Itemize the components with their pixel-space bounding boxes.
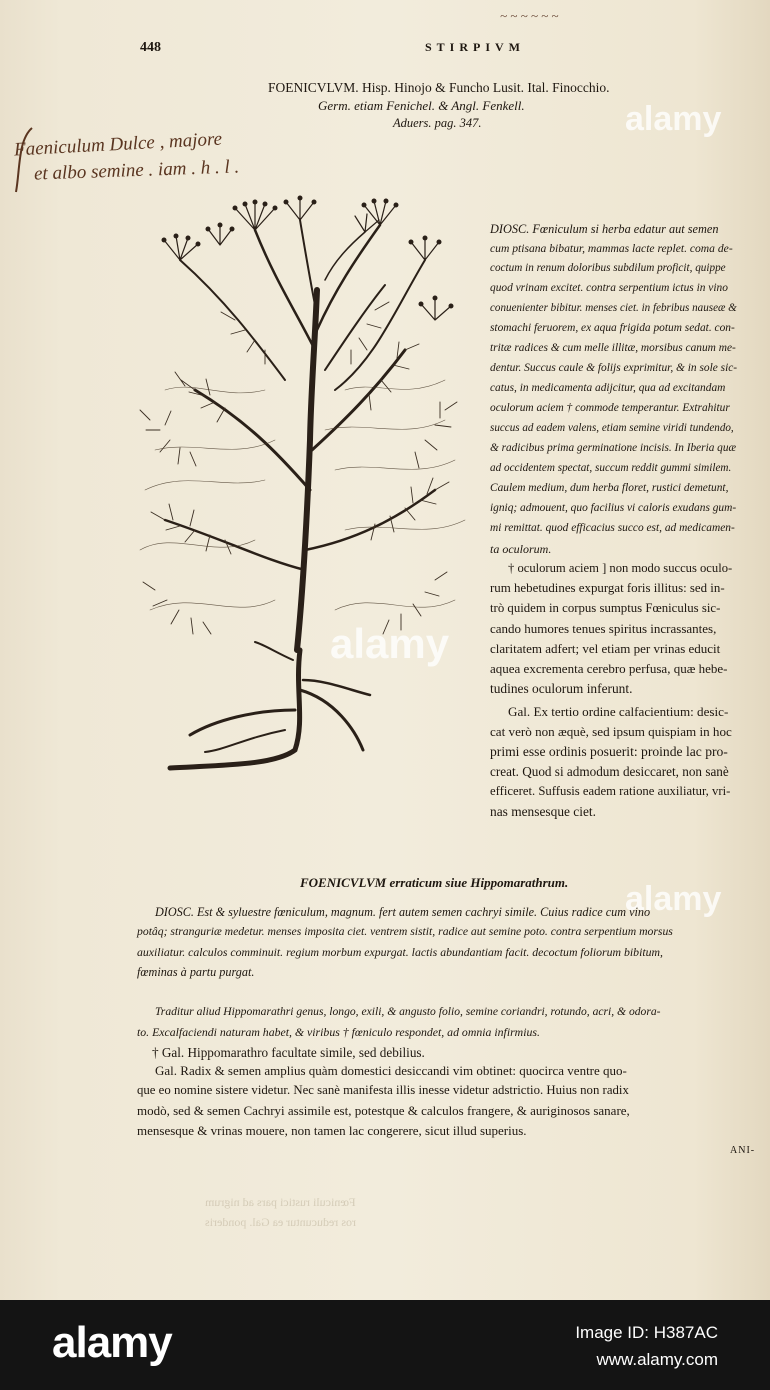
body-line: tritæ radices & cum melle illitæ, morsibus canum me- xyxy=(490,342,736,354)
bleed-through-text: ros reducuntur ea Gal. ponderis xyxy=(205,1215,356,1229)
bleed-through-text: Fœniculi rustici pars ad nigrum xyxy=(205,1195,356,1209)
plant-synonyms: Germ. etiam Fenichel. & Angl. Fenkell. xyxy=(318,98,525,113)
para-line: mensesque & vrinas mouere, non tamen lac congerere, sicut illud superius. xyxy=(137,1123,527,1138)
watermark: alamy xyxy=(625,100,722,138)
para-line: modò, sed & semen Cachryi assimile est, potestque & calculos frangere, & auriginosos sanare, xyxy=(137,1103,630,1118)
body-line: trò quidem in corpus sumptus Fœniculus sic- xyxy=(490,601,721,615)
body-line: efficeret. Suffusis eadem ratione auxiliatur, vri- xyxy=(490,784,731,798)
fennel-woodcut-illustration xyxy=(135,190,475,790)
body-line: primi esse ordinis posuerit: proinde lac pro- xyxy=(490,744,728,759)
body-line: tudines oculorum inferunt. xyxy=(490,681,633,696)
body-line: ta oculorum. xyxy=(490,542,552,556)
para-line: † Gal. Hippomarathro facultate simile, sed debilius. xyxy=(152,1045,425,1060)
body-line: igniq; admouent, quo facilius vi caloris exudans gum- xyxy=(490,502,737,514)
body-line: succus ad eadem valens, etiam semine viridi tundendo, xyxy=(490,422,734,434)
body-line: cando humores tenues spiritus incrassantes, xyxy=(490,621,717,636)
para-line: to. Excalfaciendi naturam habet, & viribus † fœniculo respondet, ad omnia infirmius. xyxy=(137,1025,540,1039)
para-line: fœminas à partu purgat. xyxy=(137,965,255,979)
body-line: rum hebetudines expurgat foris illitus: sed in- xyxy=(490,581,725,595)
body-line: & radicibus prima germinatione incisis. In Iberia quæ xyxy=(490,442,737,454)
handwritten-note-line1: Faeniculum Dulce , majore xyxy=(13,128,223,161)
para-line: DIOSC. Est & syluestre fœniculum, magnum. fert autem semen cachryi simile. Cuius radice cum vino xyxy=(155,905,651,919)
para-line: Traditur aliud Hippomarathri genus, longo, exili, & angusto folio, semine coriandri, rotundo, acri, & odora- xyxy=(155,1005,661,1018)
para-line: potâq; stranguriæ medetur. menses imposita ciet. ventrem sistit, radice aut semine poto. contra serpentium morsus xyxy=(137,925,673,938)
para-line: Gal. Radix & semen amplius quàm domestici desiccandi vim obtinet: quocirca ventre quo- xyxy=(155,1063,627,1078)
body-line: conuenienter bibitur. menses ciet. in febribus nauseæ & xyxy=(490,302,737,314)
body-line: catus, in medicamenta adijcitur, qua ad excitandam xyxy=(490,382,726,394)
catchword: ANI- xyxy=(730,1145,756,1156)
handwritten-bracket-icon xyxy=(10,120,40,200)
watermark: alamy xyxy=(625,880,722,918)
para-line: auxiliatur. calculos comminuit. regium morbum expurgat. lactis abundantiam facit. decoctum foliorum bibitum, xyxy=(137,945,664,959)
body-line: creat. Quod si admodum desiccaret, non sanè xyxy=(490,764,729,779)
body-line: coctum in renum doloribus subdilum proficit, quippe xyxy=(490,262,726,274)
site-url: www.alamy.com xyxy=(596,1350,718,1369)
body-line: aquea excrementa cerebro perfusa, quæ hebe- xyxy=(490,661,728,676)
body-line: quod vrinam excitet. contra serpentium ictus in vino xyxy=(490,282,728,294)
body-line: claritatem adfert; vel etiam per vrinas educit xyxy=(490,641,721,656)
body-line: oculorum aciem † commode temperantur. Extrahitur xyxy=(490,402,730,414)
body-line: DIOSC. Fœniculum si herba edatur aut semen xyxy=(490,222,719,236)
watermark: alamy xyxy=(330,620,450,667)
body-line: cat verò non æquè, sed ipsum quispiam in hoc xyxy=(490,724,732,739)
body-line: dentur. Succus caule & folijs exprimitur, & in sole sic- xyxy=(490,362,738,374)
body-line: stomachi feruorem, ex aqua frigida potum sedat. con- xyxy=(490,322,735,334)
image-id: Image ID: H387AC xyxy=(575,1323,718,1342)
para-line: que eo nomine sistere videtur. Nec sanè manifesta illis inesse videtur adstrictio. Huius non radix xyxy=(137,1083,629,1097)
body-line: ad occidentem spectat, succum reddit gummi similem. xyxy=(490,462,732,474)
body-line: Gal. Ex tertio ordine calfacientium: desic- xyxy=(508,704,729,719)
handwritten-scribble-top: ~ ~ ~ ~ ~ ~ xyxy=(500,8,559,23)
body-line: † oculorum aciem ] non modo succus oculo- xyxy=(508,561,733,575)
section2-heading: FOENICVLVM erraticum siue Hippomarathrum. xyxy=(300,875,569,890)
page-number: 448 xyxy=(140,40,161,55)
body-line: cum ptisana bibatur, mammas lacte replet. coma de- xyxy=(490,242,733,255)
cross-reference: Aduers. pag. 347. xyxy=(393,116,482,130)
body-line: Caulem medium, dum herba floret, rustici demetunt, xyxy=(490,482,729,494)
body-line: mi remittat. quod efficacius succo est, ad medicamen- xyxy=(490,522,735,534)
handwritten-note-line2: et albo semine . iam . h . l . xyxy=(33,156,240,185)
running-head: STIRPIVM xyxy=(425,40,526,54)
body-line: nas mensesque ciet. xyxy=(490,804,596,819)
alamy-logo: alamy xyxy=(52,1318,172,1367)
plant-heading: FOENICVLVM. Hisp. Hinojo & Funcho Lusit. Ital. Finocchio. xyxy=(268,80,610,95)
